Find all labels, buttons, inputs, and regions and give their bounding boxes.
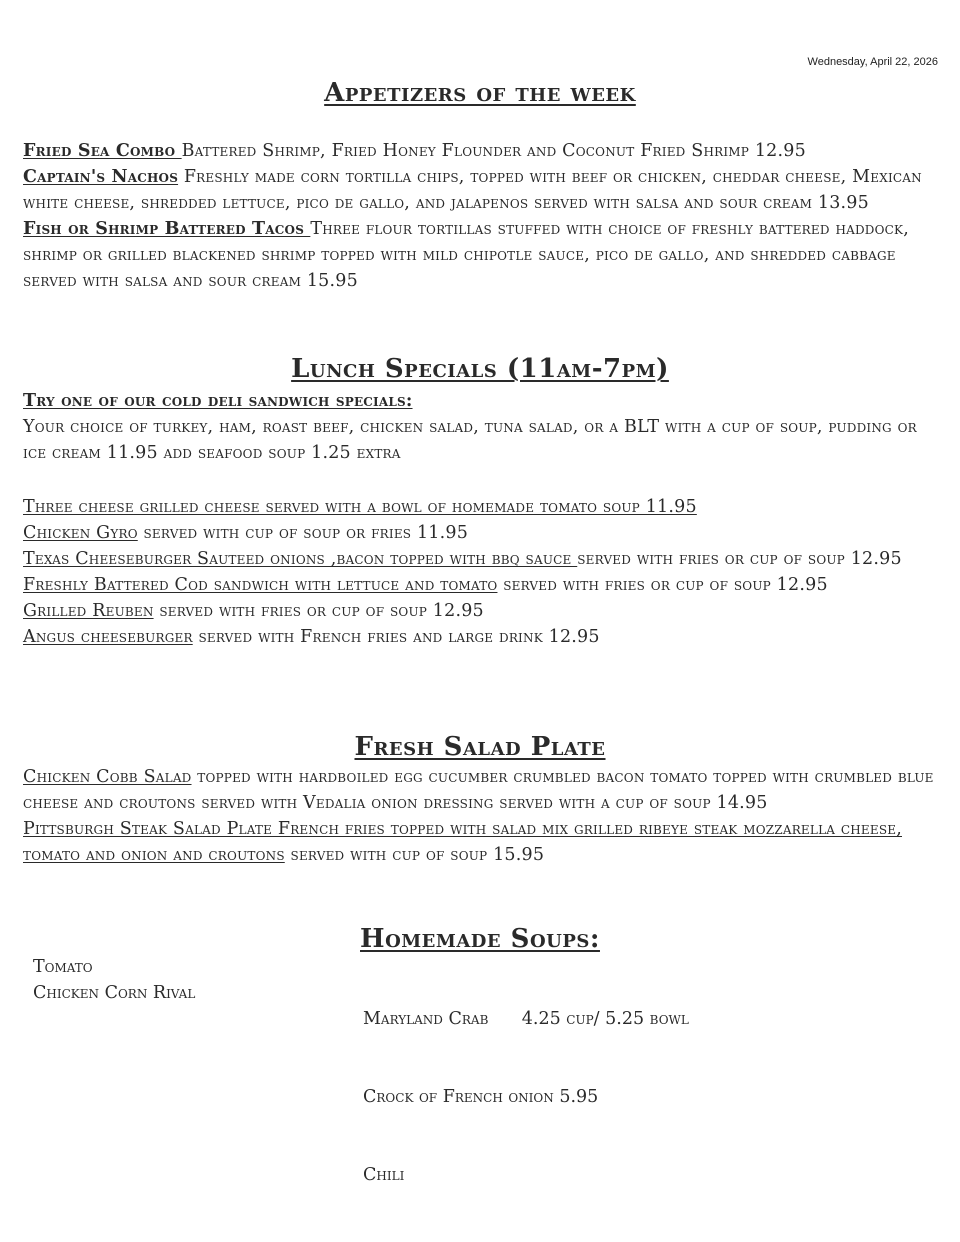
soups-title-text: Homemade Soups: (360, 924, 600, 954)
appetizer-name: Captain's Nachos (23, 167, 179, 187)
appetizer-desc: Freshly made corn tortilla chips, topped with beef or chicken, cheddar cheese, Mexican white cheese, shredded lettuce, pico de gallo, and jalapenos served with salsa and sour cream 13.95 (23, 167, 922, 213)
soup-item: Tomato (33, 957, 93, 977)
salad-item (23, 764, 935, 816)
lunch-item (23, 546, 935, 572)
soup-item: Chili (363, 1165, 405, 1185)
appetizer-item (23, 164, 935, 216)
appetizers-title-text: Appetizers of the week (324, 78, 636, 108)
salad-item-name: Chicken Cobb Salad (23, 767, 192, 787)
lunch-item (23, 598, 935, 624)
salad-list (23, 764, 935, 868)
lunch-item-desc: served with fries or cup of soup 12.95 (497, 575, 828, 595)
appetizer-desc: Battered Shrimp, Fried Honey Flounder and Coconut Fried Shrimp 12.95 (181, 141, 806, 161)
lunch-item-desc: served with fries or cup of soup 12.95 (153, 601, 484, 621)
lunch-item (23, 572, 935, 598)
lunch-item-desc: served with French fries and large drink 12.95 (192, 627, 600, 647)
salad-item-name: Pittsburgh Steak Salad Plate French fries topped with salad mix grilled ribeye steak mozzarella cheese, tomato and onion and croutons (23, 819, 902, 865)
lunch-item-name: Three cheese grilled cheese served with a bowl of homemade tomato soup 11.95 (23, 497, 697, 517)
salad-item-desc: served with cup of soup 15.95 (284, 845, 545, 865)
soup-item: Crock of French onion 5.95 (363, 1087, 599, 1107)
salad-item (23, 816, 935, 868)
lunch-item (23, 494, 935, 520)
deli-title: Try one of our cold deli sandwich specials: (23, 391, 413, 411)
lunch-deli (23, 388, 935, 466)
appetizers-title (0, 78, 960, 108)
salad-title (0, 732, 960, 762)
appetizer-name: Fish or Shrimp Battered Tacos (23, 219, 311, 239)
lunch-item-name: Freshly Battered Cod sandwich with lettuce and tomato (23, 575, 498, 595)
deli-desc: Your choice of turkey, ham, roast beef, chicken salad, tuna salad, or a BLT with a cup of soup, pudding or ice cream 11.95 add seafood soup 1.25 extra (23, 417, 917, 463)
soups-left-column (33, 954, 195, 1006)
soup-item: Maryland Crab 4.25 cup/ 5.25 bowl (363, 1009, 689, 1029)
lunch-item-name: Grilled Reuben (23, 601, 154, 621)
lunch-item-desc: served with fries or cup of soup 12.95 (577, 549, 902, 569)
lunch-list (23, 494, 935, 650)
lunch-item-name: Angus cheeseburger (23, 627, 193, 647)
appetizer-item (23, 216, 935, 294)
lunch-item-name: Texas Cheeseburger Sauteed onions ,bacon topped with bbq sauce (23, 549, 578, 569)
soup-item: Chicken Corn Rival (33, 983, 196, 1003)
appetizer-item (23, 138, 935, 164)
salad-item-desc: topped with hardboiled egg cucumber crumbled bacon tomato topped with crumbled blue cheese and croutons served with Vedalia onion dressing served with a cup of soup 14.95 (23, 767, 934, 813)
lunch-item (23, 624, 935, 650)
page-date: Wednesday, April 22, 2026 (807, 56, 938, 68)
lunch-title-text: Lunch Specials (11am-7pm) (291, 354, 669, 384)
lunch-item-desc: served with cup of soup or fries 11.95 (137, 523, 469, 543)
lunch-item-name: Chicken Gyro (23, 523, 138, 543)
appetizer-name: Fried Sea Combo (23, 141, 182, 161)
salad-title-text: Fresh Salad Plate (354, 732, 606, 762)
lunch-item (23, 520, 935, 546)
soups-title (0, 924, 960, 954)
soups-right-column (363, 954, 689, 1240)
appetizers-list (23, 138, 935, 294)
lunch-title (0, 354, 960, 384)
appetizer-desc: Three flour tortillas stuffed with choice of freshly battered haddock, shrimp or grilled blackened shrimp topped with mild chipotle sauce, pico de gallo, and shredded cabbage served with salsa and sour cream 15.95 (23, 219, 909, 291)
